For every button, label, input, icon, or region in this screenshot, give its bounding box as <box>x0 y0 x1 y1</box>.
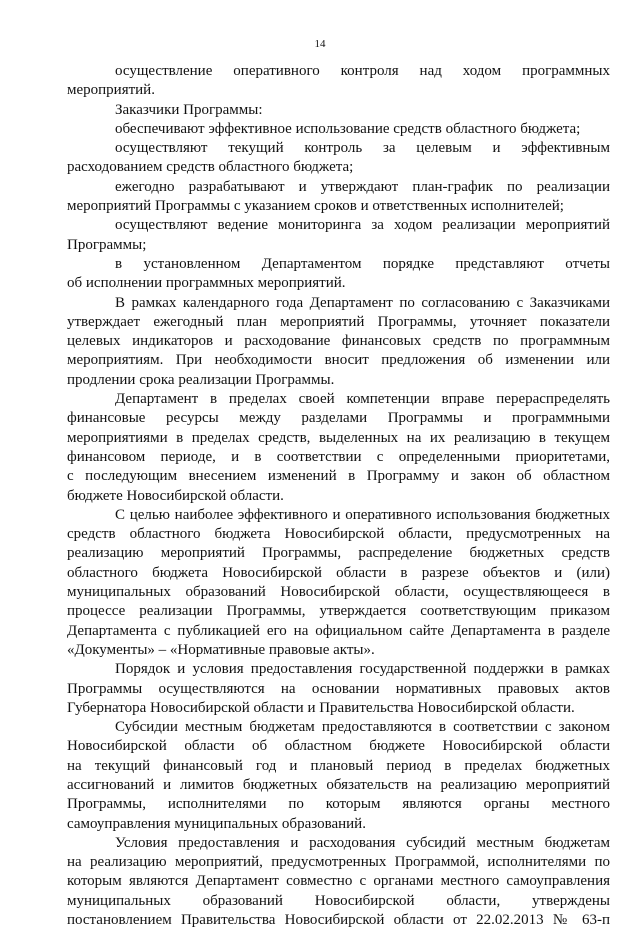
text-line: продлении срока реализации Программы. <box>67 371 335 388</box>
text-line: расходованием средств областного бюджета; <box>67 159 354 176</box>
text-line: муниципальных образований Новосибирской области, осуществляющееся в <box>67 584 610 601</box>
text-line: С целью наиболее эффективного и оперативного использования бюджетных <box>115 506 610 523</box>
text-line: Губернатора Новосибирской области и Правительства Новосибирской области. <box>67 699 575 716</box>
text-line: Программы; <box>67 236 147 253</box>
paragraph <box>67 660 610 718</box>
text-line: «Документы» – «Нормативные правовые акты». <box>67 641 375 658</box>
text-line: утверждает ежегодный план мероприятий Программы, уточняет показатели <box>67 313 610 330</box>
paragraph <box>67 101 610 120</box>
text-line: Департамент в пределах своей компетенции вправе перераспределять <box>115 391 610 408</box>
text-line: муниципальных образований Новосибирской области, утверждены <box>67 892 610 909</box>
text-line: Условия предоставления и расходования субсидий местным бюджетам <box>115 834 610 851</box>
text-line: целевых индикаторов и расходование финансовых средств по программным <box>67 333 610 350</box>
text-line: ассигнований и лимитов бюджетных обязательств на реализацию мероприятий <box>67 776 610 793</box>
text-line: с последующим внесением изменений в Программу и закон об областном <box>67 468 610 485</box>
text-line: Программы, исполнителями по которым являются органы местного <box>67 796 610 813</box>
text-line: реализацию мероприятий Программы, распределение бюджетных средств <box>67 545 610 562</box>
paragraph <box>67 216 610 255</box>
text-line: ежегодно разрабатывают и утверждают план-график по реализации <box>115 178 610 195</box>
paragraph <box>67 718 610 834</box>
text-line: областного бюджета Новосибирской области в разрезе объектов и (или) <box>67 564 610 581</box>
page-number: 14 <box>314 38 326 50</box>
text-line: мероприятий Программы с указанием сроков и ответственных исполнителей; <box>67 198 564 215</box>
paragraph <box>67 178 610 217</box>
text-line: осуществляют ведение мониторинга за ходом реализации мероприятий <box>115 217 610 234</box>
text-line: которым являются Департамент совместно с органами местного самоуправления <box>67 873 610 890</box>
text-line: мероприятиям. При необходимости вносит предложения об изменении или <box>67 352 610 369</box>
paragraph <box>67 390 610 506</box>
text-line: осуществление оперативного контроля над ходом программных <box>115 63 610 79</box>
paragraph <box>67 139 610 178</box>
text-line: самоуправления муниципальных образований. <box>67 815 366 832</box>
text-line: средств областного бюджета Новосибирской области, предусмотренных на <box>67 526 610 543</box>
text-line: финансовом периоде, и в соответствии с определенными приоритетами, <box>67 448 610 465</box>
text-line: об исполнении программных мероприятий. <box>67 275 346 292</box>
paragraph <box>67 834 610 930</box>
text-line: мероприятиями в пределах средств, выделенных на их реализацию в текущем <box>67 429 610 446</box>
text-line: мероприятий. <box>67 82 155 99</box>
text-line: Программы осуществляются на основании нормативных правовых актов <box>67 680 610 697</box>
text-line: Заказчики Программы: <box>115 101 263 118</box>
paragraph <box>67 294 610 390</box>
text-line: Субсидии местным бюджетам предоставляются в соответствии с законом <box>115 719 610 736</box>
paragraph <box>67 120 610 139</box>
text-line: Департамента с публикацией его на официальном сайте Департамента в разделе <box>67 622 610 639</box>
text-line: на текущий финансовый год и плановый период в пределах бюджетных <box>67 757 610 774</box>
paragraph <box>67 255 610 294</box>
text-line: на реализацию мероприятий, предусмотренных Программой, исполнителями по <box>67 854 610 871</box>
text-line: обеспечивают эффективное использование средств областного бюджета; <box>115 120 581 137</box>
text-line: бюджете Новосибирской области. <box>67 487 284 504</box>
text-line: В рамках календарного года Департамент по согласованию с Заказчиками <box>115 294 610 311</box>
text-line: постановлением Правительства Новосибирской области от 22.02.2013 № 63-п <box>67 912 610 929</box>
text-line: Новосибирской области об областном бюджете Новосибирской области <box>67 738 610 755</box>
document-body <box>67 62 610 930</box>
text-line: Порядок и условия предоставления государственной поддержки в рамках <box>115 661 610 678</box>
paragraph <box>67 62 610 101</box>
text-line: процессе реализации Программы, утверждается соответствующим приказом <box>67 603 610 620</box>
text-line: осуществляют текущий контроль за целевым и эффективным <box>115 140 610 157</box>
text-line: в установленном Департаментом порядке представляют отчеты <box>115 255 610 272</box>
text-line: финансовые ресурсы между разделами Программы и программными <box>67 410 610 427</box>
paragraph <box>67 506 610 660</box>
